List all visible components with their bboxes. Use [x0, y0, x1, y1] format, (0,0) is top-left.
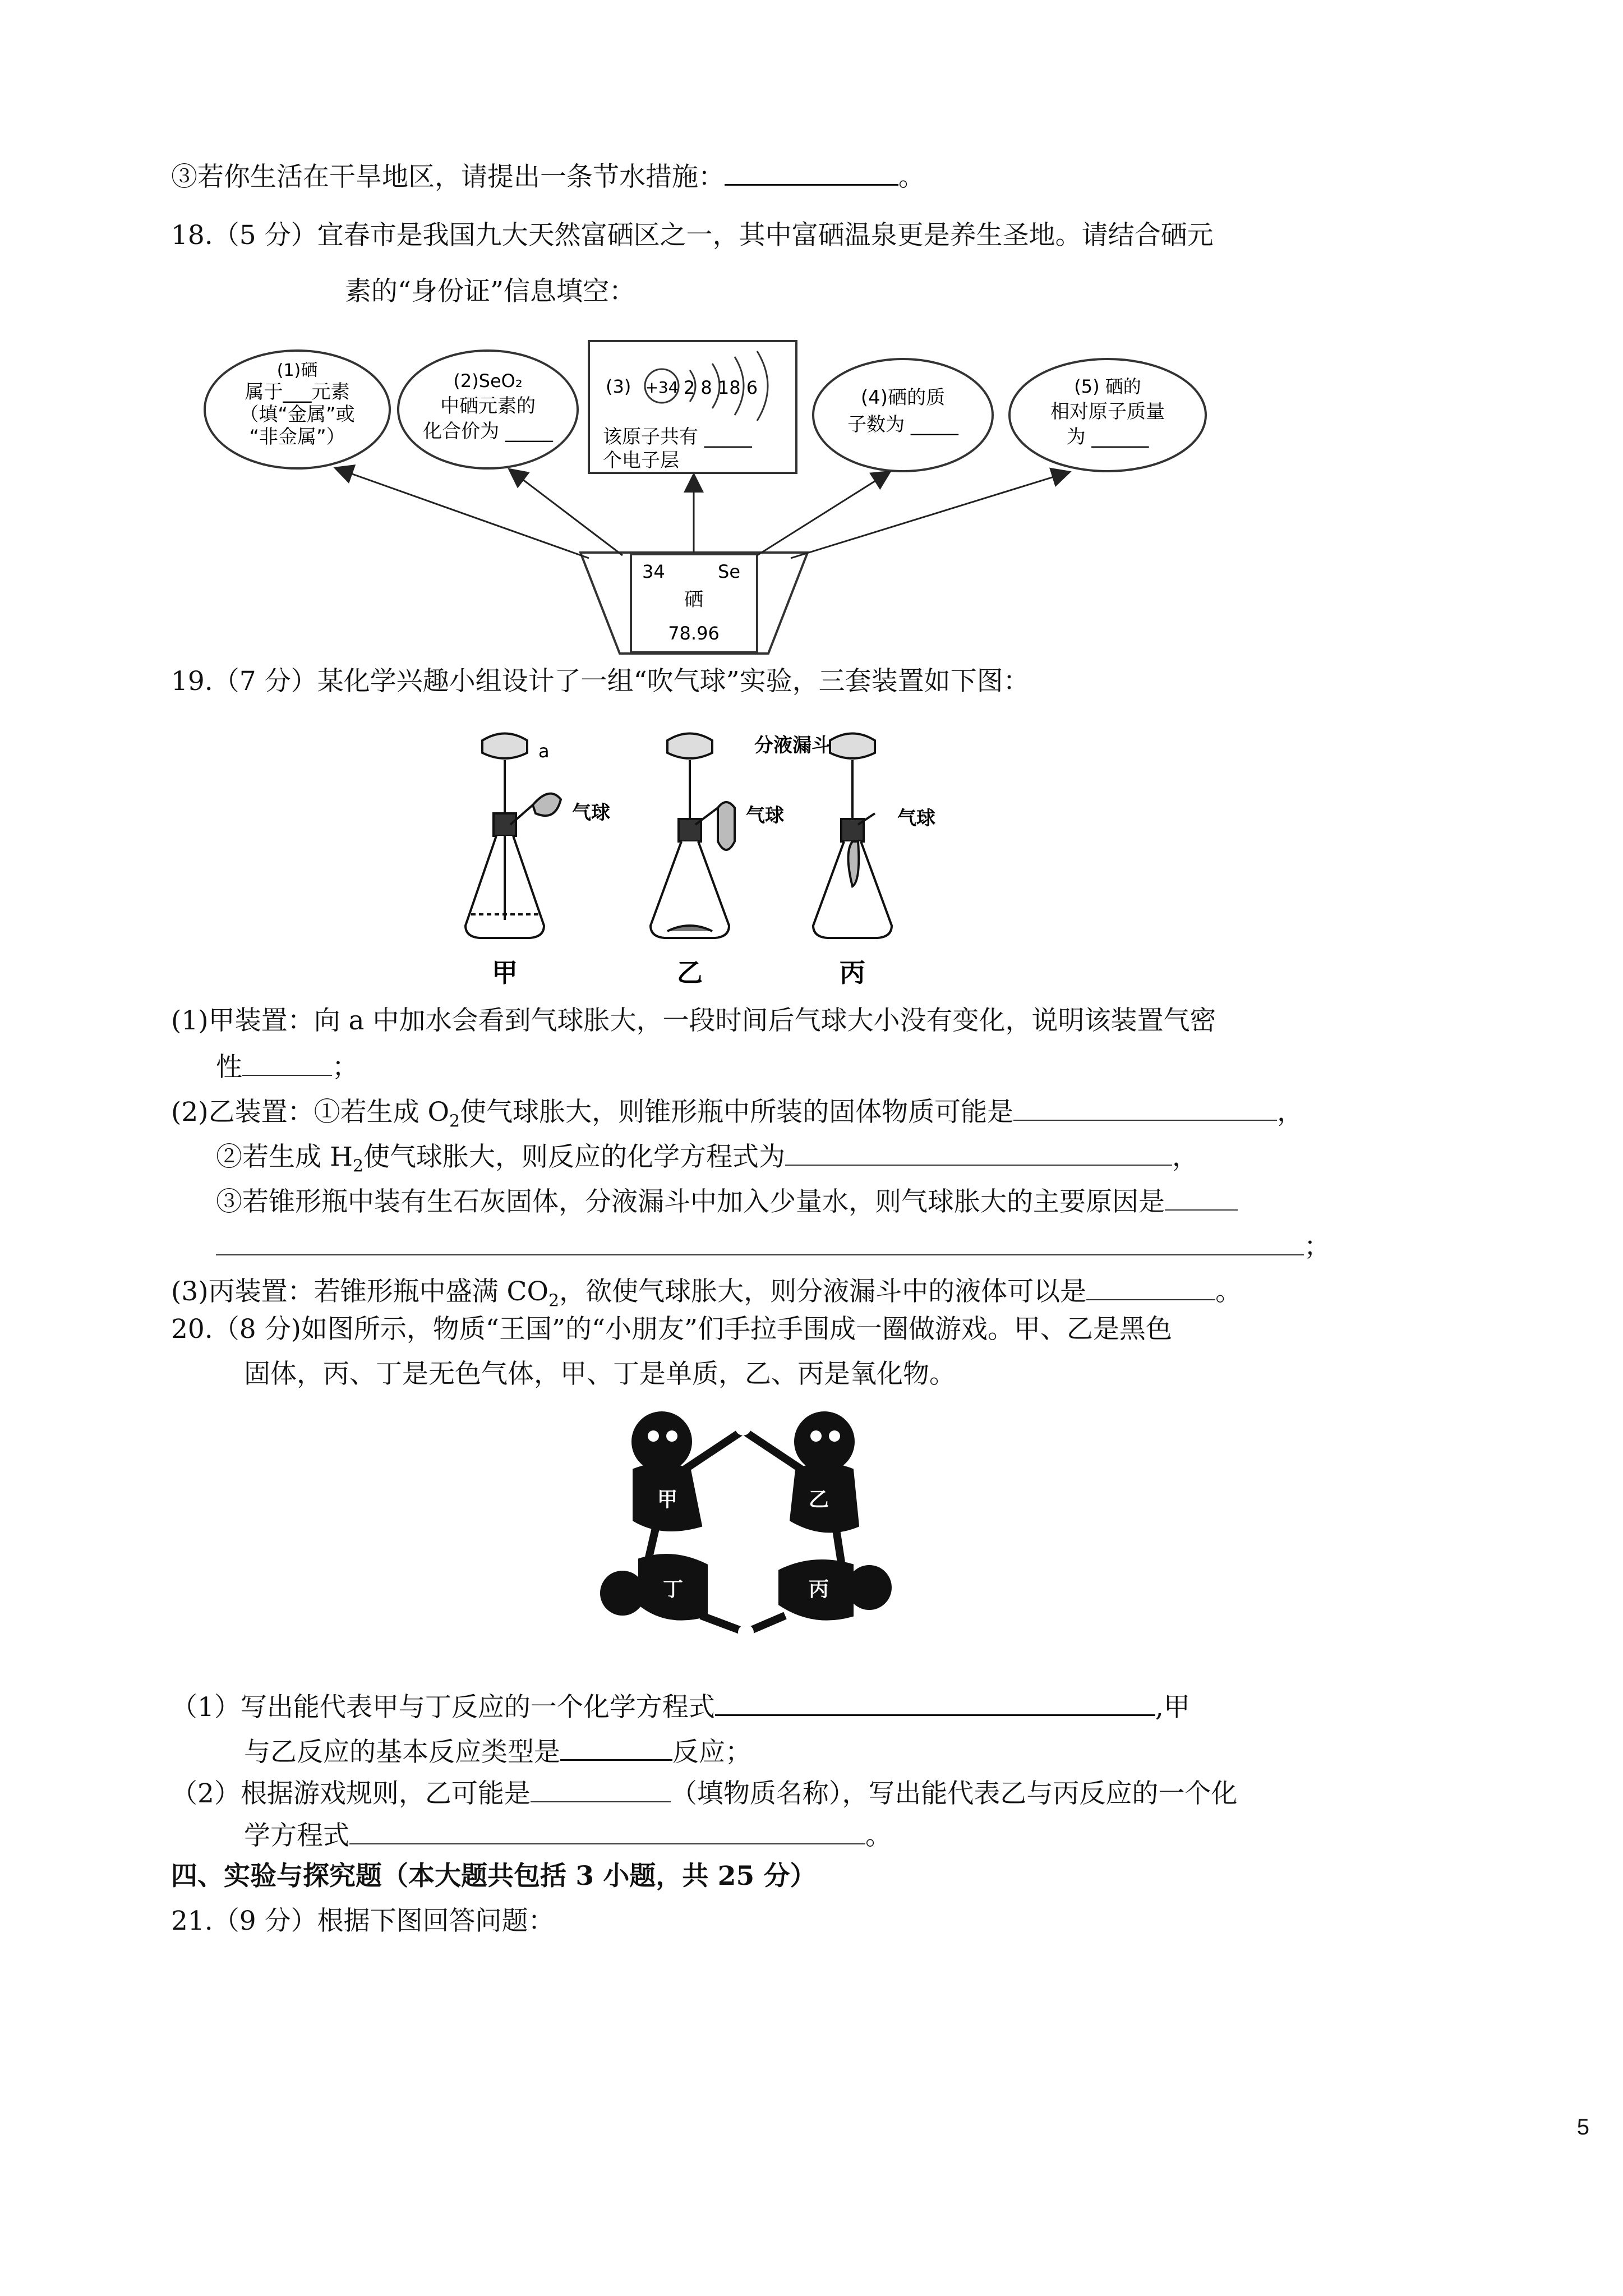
bubble-1 [205, 351, 390, 468]
answer-blank[interactable] [715, 1688, 1155, 1716]
children-circle-figure [600, 1402, 892, 1644]
label-balloon-2: 气球 [746, 804, 784, 827]
label-balloon-3: 气球 [897, 807, 935, 830]
q20-title: 20.（8 分)如图所示，物质“王国”的“小朋友”们手拉手围成一圈做游戏。甲、乙是黑色 [171, 1314, 1173, 1345]
q19-p3: (3)丙装置：若锥形瓶中盛满 $CO_2$，欲使气球胀大，则分液漏斗中的液体可以是 。 [171, 1273, 1242, 1318]
answer-blank[interactable] [785, 1139, 1172, 1166]
caption-bing: 丙 [840, 958, 865, 988]
svg-text:个电子层: 个电子层 [603, 449, 679, 472]
q17-line3: ③若你生活在干旱地区，请提出一条节水措施： 。 [171, 158, 925, 194]
q19-p1b: 性 ； [216, 1049, 358, 1084]
svg-text:(5) 硒的: (5) 硒的 [1074, 376, 1141, 397]
selenium-id-diagram [196, 331, 1234, 656]
svg-text:（填“金属”或: （填“金属”或 [239, 403, 355, 426]
svg-text:属于___元素: 属于___元素 [245, 381, 350, 403]
q20-title2: 固体，丙、丁是无色气体，甲、丁是单质，乙、丙是氧化物。 [244, 1359, 956, 1389]
answer-blank[interactable] [349, 1818, 865, 1844]
svg-text:该原子共有 _____: 该原子共有 _____ [603, 426, 752, 448]
answer-blank[interactable] [1086, 1273, 1215, 1300]
svg-text:相对原子质量: 相对原子质量 [1050, 401, 1165, 423]
q19-p2c: ③若锥形瓶中装有生石灰固体，分液漏斗中加入少量水，则气球胀大的主要原因是 [216, 1184, 1238, 1219]
page-number: 5 [1576, 2115, 1589, 2139]
q20-p2a: （2）根据游戏规则，乙可能是 （填物质名称），写出能代表乙与丙反应的一个化 [171, 1775, 1237, 1811]
answer-blank[interactable] [725, 158, 898, 186]
answer-blank[interactable] [242, 1049, 332, 1076]
svg-text:硒: 硒 [684, 588, 703, 611]
svg-text:为 ______: 为 ______ [1066, 426, 1149, 448]
section-4-heading: 四、实验与探究题（本大题共包括 3 小题，共 25 分） [171, 1861, 817, 1892]
svg-text:2 8 18 6: 2 8 18 6 [683, 377, 758, 398]
label-balloon-1: 气球 [572, 802, 610, 824]
answer-blank[interactable] [531, 1775, 671, 1802]
svg-text:化合价为 _____: 化合价为 _____ [423, 420, 553, 443]
svg-text:78.96: 78.96 [668, 623, 720, 644]
q18-title: 18.（5 分）宜春市是我国九大天然富硒区之一，其中富硒温泉更是养生圣地。请结合硒元 [171, 220, 1214, 251]
svg-text:(4)硒的质: (4)硒的质 [860, 386, 946, 409]
label-jia: 甲 [657, 1488, 678, 1511]
balloon-apparatus-figure [449, 729, 998, 999]
bubble-5 [1009, 359, 1206, 471]
q20-p2b: 学方程式 。 [244, 1818, 892, 1853]
apparatus-bing [813, 734, 892, 938]
apparatus-yi [651, 734, 735, 938]
svg-text:(1)硒: (1)硒 [276, 361, 318, 380]
caption-yi: 乙 [677, 958, 703, 988]
label-ding: 丁 [662, 1578, 684, 1601]
label-yi: 乙 [808, 1488, 829, 1511]
q18-title2: 素的“身份证”信息填空： [345, 276, 636, 307]
q19-p1a: (1)甲装置：向 a 中加水会看到气球胀大，一段时间后气球大小没有变化，说明该装置气密 [171, 1005, 1216, 1036]
answer-blank[interactable] [560, 1733, 672, 1761]
svg-text:+34: +34 [645, 378, 679, 397]
label-funnel: 分液漏斗 [754, 734, 831, 757]
q19-title: 19.（7 分）某化学兴趣小组设计了一组“吹气球”实验，三套装置如下图： [171, 666, 1030, 697]
svg-text:(2)SeO₂: (2)SeO₂ [453, 370, 523, 392]
bubble-2 [398, 351, 578, 468]
q19-p2a: (2)乙装置：①若生成 $O_2$使气球胀大，则锥形瓶中所装的固体物质可能是 ， [171, 1094, 1303, 1138]
bubble-4 [813, 359, 993, 471]
q21-title: 21.（9 分）根据下图回答问题： [171, 1906, 555, 1936]
svg-text:34: 34 [642, 561, 665, 582]
answer-blank[interactable] [1165, 1184, 1238, 1211]
svg-text:(3): (3) [606, 376, 631, 397]
svg-text:子数为 _____: 子数为 _____ [847, 413, 958, 436]
svg-text:中硒元素的: 中硒元素的 [440, 395, 536, 417]
element-cell [580, 553, 808, 654]
q20-p1b: 与乙反应的基本反应类型是 反应； [244, 1733, 751, 1769]
svg-text:“非金属”）: “非金属”） [249, 426, 345, 448]
svg-text:Se: Se [718, 561, 740, 582]
q19-p2b: ②若生成 $H_2$使气球胀大，则反应的化学方程式为 ， [216, 1139, 1198, 1183]
answer-blank[interactable] [216, 1228, 1304, 1255]
label-bing: 丙 [808, 1578, 829, 1601]
apparatus-jia [465, 734, 561, 938]
q19-p2c-cont: ； [216, 1228, 1330, 1264]
caption-jia: 甲 [492, 958, 518, 988]
q20-p1a: （1）写出能代表甲与丁反应的一个化学方程式 ,甲 [171, 1688, 1190, 1724]
atom-structure-box [589, 341, 796, 473]
answer-blank[interactable] [1013, 1094, 1277, 1121]
label-a: a [538, 740, 550, 762]
